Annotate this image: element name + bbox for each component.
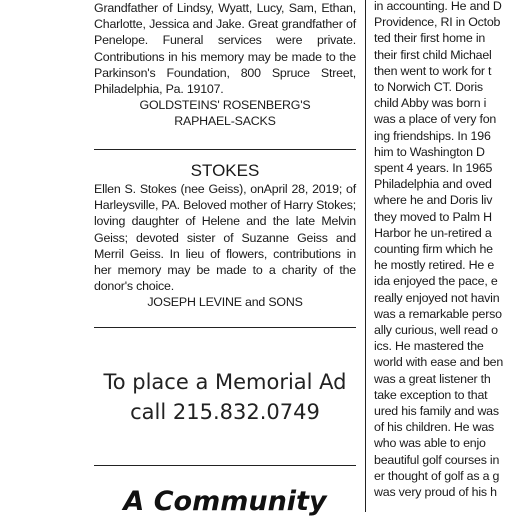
article-line: ally curious, well read o xyxy=(374,323,498,338)
section-divider xyxy=(94,465,356,466)
article-line: in accounting. He and D xyxy=(374,0,502,13)
article-line: spent 4 years. In 1965 xyxy=(374,161,493,176)
stokes-obituary xyxy=(94,161,356,311)
article-line: really enjoyed not havin xyxy=(374,290,500,305)
article-line: Philadelphia and oved xyxy=(374,177,492,192)
obituary-heading: STOKES xyxy=(190,161,260,180)
memorial-ad-phone: call 215.832.0749 xyxy=(130,400,320,424)
article-line: was a great listener th xyxy=(374,371,491,386)
article-line: then went to work for t xyxy=(374,63,492,78)
article-line: er thought of golf as a g xyxy=(374,468,500,483)
article-line: where he and Doris liv xyxy=(374,193,493,208)
article-line: was a remarkable perso xyxy=(374,306,502,321)
article-line: they moved to Palm H xyxy=(374,209,492,224)
article-line: world with ease and ben xyxy=(374,355,504,370)
funeral-home-name-2: RAPHAEL-SACKS xyxy=(174,114,276,129)
section-divider xyxy=(94,149,356,150)
section-divider xyxy=(94,327,356,328)
article-line: who was able to enjo xyxy=(374,436,486,451)
column-rule xyxy=(365,0,366,512)
article-line: of his children. He was xyxy=(374,420,495,435)
article-line: ted their first home in xyxy=(374,31,486,46)
article-line: ured his family and was xyxy=(374,404,499,419)
article-line: Harbor he un-retired a xyxy=(374,225,492,240)
obituary-continuation-text: Grandfather of Lindsy, Wyatt, Lucy, Sam, Ethan, Charlotte, Jessica and Jake. Great grandfather of Penelope. Funeral services were private. Contributions in his memory may be made to the Parkinson's Foundation, 800 Spruce Street, Philadelphia, Pa. 19107. xyxy=(94,1,356,97)
article-line: was a place of very fon xyxy=(374,112,497,127)
article-line: their first child Michael xyxy=(374,47,492,62)
article-line: he mostly retired. He e xyxy=(374,258,495,273)
memorial-ad-line-1: To place a Memorial Ad xyxy=(103,370,347,394)
obituary-text: Ellen S. Stokes (nee Geiss), onApril 28, 2019; of Harleysville, PA. Beloved mother of Harry Stokes; loving daughter of Helene and the late Melvin Geiss; devoted sister of Suzanne Geiss and Merril Geiss. In lieu of flowers, contributions in her memory may be made to a charity of the donor's choice. xyxy=(94,182,356,294)
article-line: was very proud of his h xyxy=(374,485,497,500)
article-line: ing friendships. In 196 xyxy=(374,128,491,143)
left-column xyxy=(94,0,356,130)
article-line: ida enjoyed the pace, e xyxy=(374,274,498,289)
article-line: ics. He mastered the xyxy=(374,339,484,354)
article-line: beautiful golf courses in xyxy=(374,452,500,467)
article-line: counting firm which he xyxy=(374,242,493,257)
article-line: to Norwich CT. Doris xyxy=(374,80,483,95)
funeral-home-name: JOSEPH LEVINE and SONS xyxy=(147,295,303,310)
article-line: take exception to that xyxy=(374,387,488,402)
article-line: Providence, RI in Octob xyxy=(374,15,501,30)
community-banner: A Community xyxy=(123,486,327,517)
funeral-home-name: GOLDSTEINS' ROSENBERG'S xyxy=(139,98,311,113)
right-column xyxy=(374,0,512,500)
article-line: him to Washington D xyxy=(374,144,485,159)
article-line: child Abby was born i xyxy=(374,96,487,111)
